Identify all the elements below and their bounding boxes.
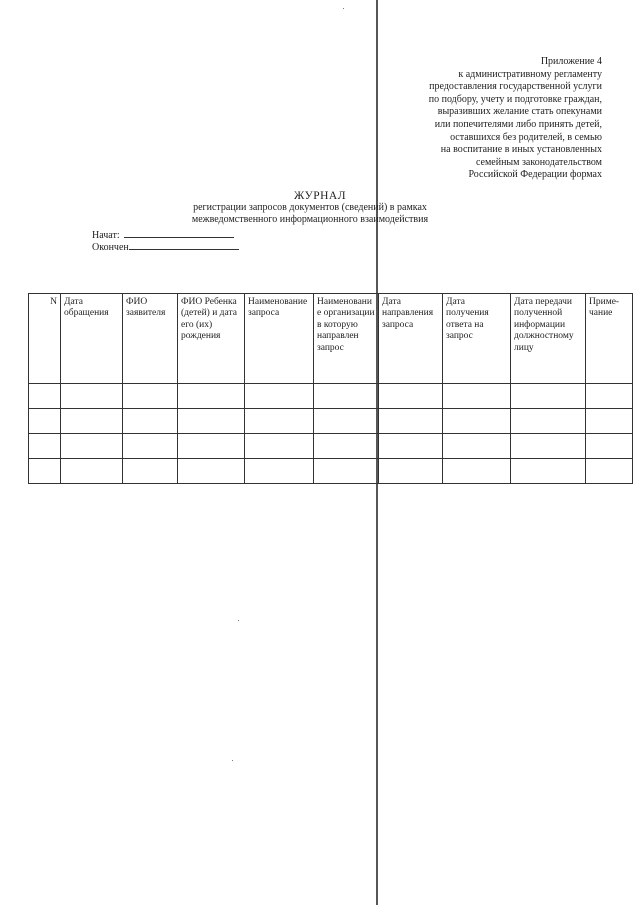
end-label: Окончен: [92, 242, 129, 253]
scan-speck: [232, 760, 233, 761]
header-number: N: [29, 294, 61, 384]
table-cell[interactable]: [443, 384, 511, 409]
table-cell[interactable]: [511, 409, 586, 434]
scan-speck: [343, 8, 344, 9]
table-cell[interactable]: [586, 409, 633, 434]
header-note: Приме-чание: [586, 294, 633, 384]
table-cell[interactable]: [511, 459, 586, 484]
end-blank-line[interactable]: [129, 239, 239, 250]
table-cell[interactable]: [178, 409, 245, 434]
table-cell[interactable]: [511, 384, 586, 409]
table-cell[interactable]: [379, 409, 443, 434]
table-cell[interactable]: [443, 459, 511, 484]
header-applicant-name: ФИО заявителя: [123, 294, 178, 384]
table-cell[interactable]: [586, 434, 633, 459]
appendix-line: выразивших желание стать опекунами: [437, 106, 602, 118]
table-cell[interactable]: [245, 459, 314, 484]
table-cell[interactable]: [29, 434, 61, 459]
table-cell[interactable]: [123, 409, 178, 434]
registration-table: [28, 293, 633, 484]
header-sent-date: Дата направления запроса: [379, 294, 443, 384]
end-field: [92, 239, 239, 253]
table-cell[interactable]: [178, 434, 245, 459]
table-cell[interactable]: [586, 459, 633, 484]
table-header-row: [29, 294, 633, 384]
table-body: [29, 384, 633, 484]
table-cell[interactable]: [443, 409, 511, 434]
table-cell[interactable]: [123, 434, 178, 459]
table-cell[interactable]: [178, 459, 245, 484]
header-organization: Наименование организации в которую направлен запрос: [314, 294, 379, 384]
table-cell[interactable]: [61, 409, 123, 434]
journal-title: ЖУРНАЛ: [293, 190, 347, 202]
header-query-name: Наименование запроса: [245, 294, 314, 384]
table-cell[interactable]: [123, 459, 178, 484]
table-row: [29, 434, 633, 459]
appendix-line: на воспитание в иных установленных: [440, 144, 602, 156]
table-cell[interactable]: [61, 434, 123, 459]
start-label: Начат:: [92, 230, 120, 241]
table-cell[interactable]: [245, 384, 314, 409]
table-cell[interactable]: [61, 384, 123, 409]
table-row: [29, 409, 633, 434]
table-cell[interactable]: [511, 434, 586, 459]
appendix-block: [342, 56, 602, 182]
table-row: [29, 459, 633, 484]
table-cell[interactable]: [123, 384, 178, 409]
header-transfer-date: Дата передачи полученной информации должностному лицу: [511, 294, 586, 384]
appendix-line: или попечителями либо принять детей,: [434, 118, 602, 130]
header-child-name: ФИО Ребенка (детей) и дата его (их) рождения: [178, 294, 245, 384]
header-request-date: Дата обращения: [61, 294, 123, 384]
table-cell[interactable]: [314, 459, 379, 484]
appendix-line: предоставления государственной услуги: [429, 81, 602, 93]
appendix-line: Российской Федерации формах: [468, 169, 602, 181]
table-cell[interactable]: [245, 434, 314, 459]
table-cell[interactable]: [29, 384, 61, 409]
appendix-line: Приложение 4: [540, 56, 602, 67]
journal-subtitle-line: регистрации запросов документов (сведений) в рамках: [193, 202, 427, 213]
journal-subtitle: [150, 202, 470, 226]
table-cell[interactable]: [29, 459, 61, 484]
scan-speck: [238, 620, 239, 621]
table-cell[interactable]: [245, 409, 314, 434]
appendix-line: по подбору, учету и подготовке граждан,: [428, 93, 602, 105]
table-cell[interactable]: [178, 384, 245, 409]
table-cell[interactable]: [586, 384, 633, 409]
table-cell[interactable]: [61, 459, 123, 484]
table-cell[interactable]: [379, 434, 443, 459]
table-cell[interactable]: [379, 384, 443, 409]
table-cell[interactable]: [314, 434, 379, 459]
appendix-line: к административному регламенту: [458, 68, 602, 80]
appendix-line: семейным законодательством: [475, 156, 602, 168]
table-row: [29, 384, 633, 409]
table-cell[interactable]: [29, 409, 61, 434]
start-blank-line[interactable]: [124, 227, 234, 238]
header-response-date: Дата получения ответа на запрос: [443, 294, 511, 384]
appendix-line: оставшихся без родителей, в семью: [450, 131, 602, 143]
table-cell[interactable]: [443, 434, 511, 459]
table-cell[interactable]: [379, 459, 443, 484]
table-cell[interactable]: [314, 384, 379, 409]
table-cell[interactable]: [314, 409, 379, 434]
journal-subtitle-line: межведомственного информационного взаимодействия: [191, 214, 429, 225]
